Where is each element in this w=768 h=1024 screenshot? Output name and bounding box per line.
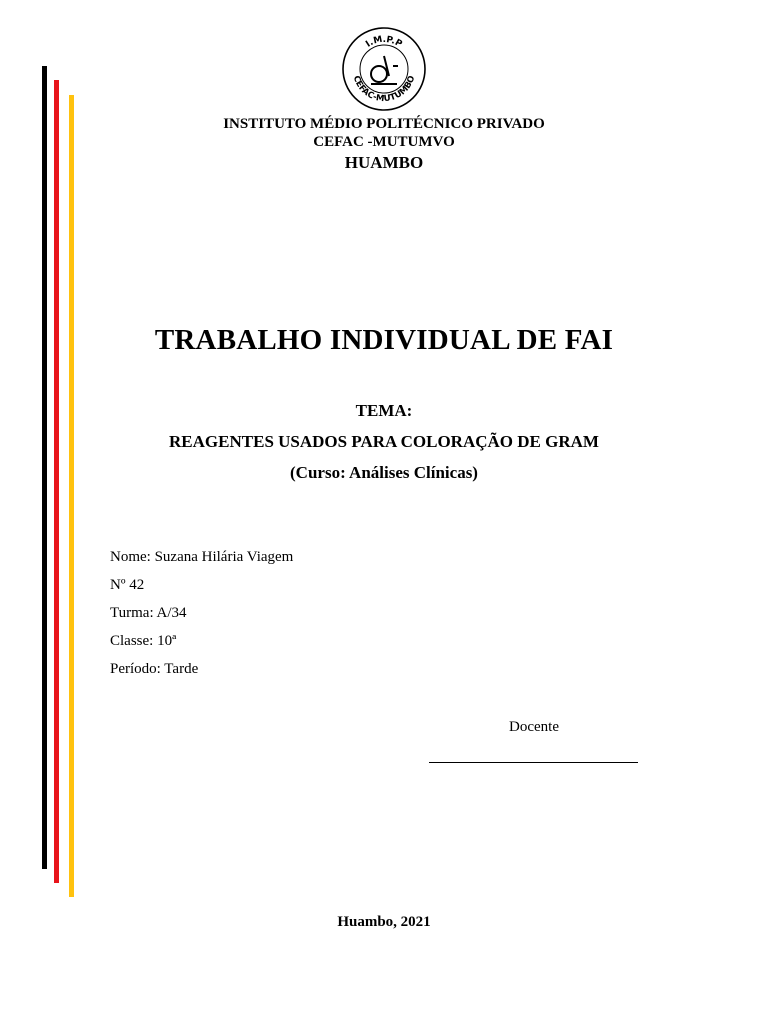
student-number: Nº 42 [110, 577, 145, 593]
theme-label: TEMA: [355, 401, 413, 420]
school-logo [341, 26, 427, 112]
document-title: TRABALHO INDIVIDUAL DE FAI [154, 324, 614, 356]
student-class-group: Turma: A/34 [110, 605, 187, 621]
teacher-label: Docente [509, 719, 559, 735]
logo-top-text: I.M.P.P [364, 34, 404, 50]
logo-bottom-text: CEFAC-MUTUMBO [350, 74, 418, 105]
place-date: Huambo, 2021 [337, 914, 431, 930]
student-grade: Classe: 10ª [110, 633, 177, 649]
student-name: Nome: Suzana Hilária Viagem [110, 549, 294, 565]
institution-subtitle: CEFAC -MUTUMVO [313, 134, 455, 150]
signature-line [429, 762, 638, 763]
institution-name: INSTITUTO MÉDIO POLITÉCNICO PRIVADO [223, 116, 545, 132]
yellow-stripe [69, 95, 74, 897]
student-period: Período: Tarde [110, 661, 199, 677]
course-name: (Curso: Análises Clínicas) [290, 463, 478, 482]
institution-city: HUAMBO [344, 153, 424, 172]
theme-text: REAGENTES USADOS PARA COLORAÇÃO DE GRAM [169, 432, 599, 451]
